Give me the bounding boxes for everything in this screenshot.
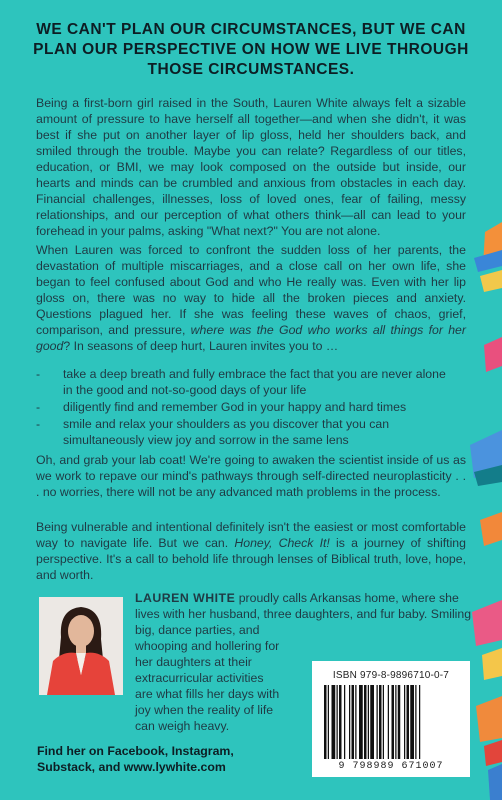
- paint-stroke-orange-2: [480, 512, 502, 546]
- paint-stroke-yellow-2: [482, 648, 502, 680]
- barcode-bar: [364, 685, 367, 759]
- author-bio-line: extracurricular activities: [135, 671, 264, 685]
- isbn-label: ISBN 979-8-9896710-0-7: [332, 670, 450, 681]
- barcode-bar: [337, 685, 338, 759]
- story-paragraph: [36, 242, 466, 354]
- closing-paragraph: [36, 519, 466, 583]
- barcode-bar: [379, 685, 382, 759]
- intro-paragraph: Being a first-born girl raised in the South, Lauren White always felt a sizable amount of pressure to have herself all together—and when she didn't, it was best if she put on another layer of lip gloss, held her shoulders back, and smiled through the trouble. Maybe you can relate? Regardless of our titles, education, or BMI, we may look composed on the outside but inside, our hearts and minds can be crumbled and anxious from obstacles in each day. Financial challenges, illnesses, loss of loved ones, fear of failing, messy relationships, and our perception of what others think—all can lead to your forehead in your palms, asking "What next?" You are not alone.: [36, 96, 466, 238]
- barcode-bar: [419, 685, 420, 759]
- list-item: - smile and relax your shoulders as you discover that you can simultaneously view joy and sorrow in the same lens: [36, 416, 456, 448]
- invitation-list: [36, 366, 456, 449]
- paint-stroke-red: [484, 740, 502, 766]
- barcode-bar: [328, 685, 329, 759]
- barcode-bar: [415, 685, 416, 759]
- author-bio-line: her daughters at their: [135, 655, 252, 669]
- barcode-bar: [392, 685, 395, 759]
- author-portrait-icon: [39, 597, 123, 695]
- barcode-bar: [355, 685, 356, 759]
- author-bio-line: lives with her husband, three daughters, and fur baby. Smiling: [135, 607, 472, 621]
- barcode-bar: [410, 685, 414, 759]
- story-paragraph-italic: where was the God who works all things for her good: [36, 323, 466, 353]
- barcode-bar: [339, 685, 342, 759]
- barcode-bar: [368, 685, 369, 759]
- barcode-bar: [332, 685, 336, 759]
- isbn-barcode-box: [312, 661, 470, 777]
- author-bio-line-text: proudly calls Arkansas home, where she: [235, 591, 459, 605]
- paint-stroke-pink-2: [472, 600, 502, 646]
- author-bio-line: can weigh heavy.: [135, 719, 230, 733]
- barcode-icon: [322, 685, 460, 759]
- barcode-bar: [395, 685, 396, 759]
- author-bio-line: big, dance parties, and: [135, 623, 260, 637]
- barcode-bar: [352, 685, 355, 759]
- barcode-bar: [404, 685, 405, 759]
- social-links: [37, 743, 287, 775]
- barcode-bar: [377, 685, 378, 759]
- closing-paragraph-text: Being vulnerable and intentional definitely isn't the easiest or most comfortable way to navigate life. But we can.: [36, 520, 466, 550]
- list-item: - take a deep breath and fully embrace the fact that you are never alone in the good and not-so-good days of your life: [36, 366, 456, 398]
- barcode-bar: [407, 685, 410, 759]
- barcode-bar: [344, 685, 345, 759]
- barcode-bar: [383, 685, 384, 759]
- social-links-line: Substack, and www.lywhite.com: [37, 760, 226, 774]
- barcode-number: 9 798989 671007: [338, 761, 444, 772]
- barcode-bar: [370, 685, 374, 759]
- barcode-bar: [324, 685, 327, 759]
- paint-stroke-pink: [484, 337, 502, 372]
- author-name: LAUREN WHITE: [135, 591, 236, 605]
- author-photo: [39, 597, 123, 695]
- barcode-bar: [398, 685, 401, 759]
- paint-stroke-yellow: [480, 270, 502, 292]
- barcode-bar: [388, 685, 389, 759]
- neuroplasticity-paragraph: Oh, and grab your lab coat! We're going to awaken the scientist inside of us as we work to repave our mind's pathways through self-directed neuroplasticity . . . no worries, there will not be any advanced math problems in the process.: [36, 453, 466, 499]
- list-item: - diligently find and remember God in your happy and hard times: [36, 399, 456, 415]
- closing-paragraph-tail: is a journey of shifting perspective. It's a call to behold life through lenses of Biblical truth, love, hope, and worth.: [36, 536, 466, 582]
- barcode-bar: [349, 685, 350, 759]
- author-bio-line: are what fills her days with: [135, 687, 280, 701]
- author-bio-line: [135, 590, 467, 606]
- story-paragraph-text: When Lauren was forced to confront the sudden loss of her parents, the devastation of multiple miscarriages, and a close call on her own life, she began to feel confused about God and who He really was. Even with her lip gloss on, there was no way to hide all the broken pieces and anxiety. Questions plagued her. If she was feeling these waves of chaos, grief, comparison, and pressure,: [36, 243, 466, 337]
- paint-stroke-blue-3: [488, 764, 502, 800]
- paint-stroke-orange-3: [476, 696, 502, 742]
- social-links-line: Find her on Facebook, Instagram,: [37, 744, 234, 758]
- author-bio-line: whooping and hollering for: [135, 639, 280, 653]
- barcode-bar: [359, 685, 363, 759]
- back-cover-headline: WE CAN'T PLAN OUR CIRCUMSTANCES, BUT WE CAN PLAN OUR PERSPECTIVE ON HOW WE LIVE THROUGH THOSE CIRCUMSTANCES.: [33, 21, 469, 78]
- story-paragraph-tail: ? In seasons of deep hurt, Lauren invites you to …: [63, 339, 339, 353]
- book-title-italic: Honey, Check It!: [234, 536, 330, 550]
- author-bio-line: joy when the reality of life: [135, 703, 274, 717]
